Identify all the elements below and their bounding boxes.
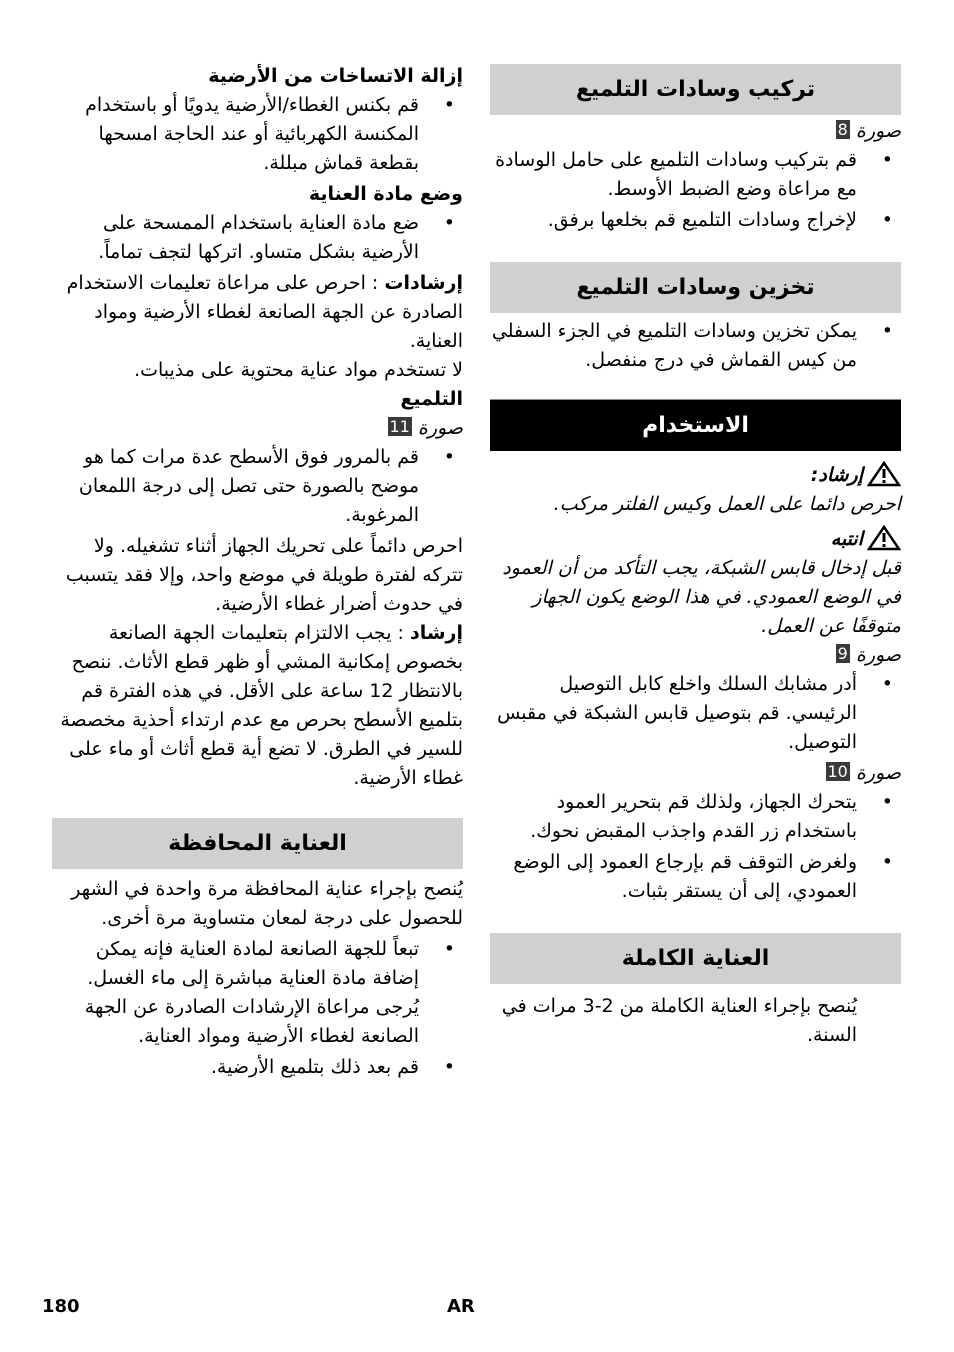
bullet-icon: •	[881, 149, 893, 171]
list-item: • تبعاً للجهة الصانعة لمادة العناية فإنه يمكن إضافة مادة العناية مباشرة إلى ماء الغسل. يُرجى مراعاة الإرشادات الصادرة عن الجهة الصانعة لغطاء الأرضية ومواد العناية.	[52, 935, 463, 1051]
list-item: • قم بعد ذلك بتلميع الأرضية.	[52, 1053, 463, 1082]
list-item: • يتحرك الجهاز، ولذلك قم بتحرير العمود باستخدام زر القدم واجذب المقبض نحوك.	[490, 788, 901, 846]
right-column	[490, 64, 901, 1050]
bullet-icon: •	[881, 851, 893, 873]
list-item: • أدر مشابك السلك واخلع كابل التوصيل الرئيسي. قم بتوصيل قابس الشبكة في مقبس التوصيل.	[490, 670, 901, 757]
maintenance-care-text: يُنصح بإجراء عناية المحافظة مرة واحدة في الشهر للحصول على درجة لمعان متساوية مرة أخرى.	[71, 878, 463, 929]
list-usage-a	[490, 670, 901, 757]
bullet-icon: •	[443, 1056, 455, 1078]
list-storing-pads	[490, 317, 901, 375]
section-title-maintenance-care: العناية المحافظة	[52, 818, 463, 869]
figure-number-badge: 10	[827, 762, 848, 781]
list-item: • قم بكنس الغطاء/الأرضية يدويًا أو باستخدام المكنسة الكهربائية أو عند الحاجة امسحها بقطعة قماش مبللة.	[52, 91, 463, 178]
figure-ref-9: صورة 9	[837, 644, 901, 666]
caution-text: قبل إدخال قابس الشبكة، يجب التأكد من أن العمود في الوضع العمودي. في هذا الوضع يكون الجهاز متوقفًا عن العمل.	[502, 557, 901, 637]
warning-triangle-icon	[867, 461, 901, 487]
list-item: • ولغرض التوقف قم بإرجاع العمود إلى الوضع العمودي، إلى أن يستقر بثبات.	[490, 848, 901, 906]
bullet-icon: •	[881, 209, 893, 231]
warning-triangle-icon	[867, 525, 901, 551]
list-item: • يمكن تخزين وسادات التلميع في الجزء السفلي من كيس القماش في درج منفصل.	[490, 317, 901, 375]
figure-number-badge: 8	[837, 120, 848, 139]
figure-number-badge: 9	[837, 644, 848, 663]
list-apply-care	[52, 209, 463, 267]
bullet-icon: •	[881, 320, 893, 342]
bullet-icon: •	[443, 94, 455, 116]
heading-remove-dirt: إزالة الاتساخات من الأرضية	[208, 65, 463, 87]
left-column	[52, 62, 463, 1084]
bullet-icon: •	[881, 791, 893, 813]
list-installing-pads	[490, 146, 901, 235]
bullet-icon: •	[443, 938, 455, 960]
figure-ref-8: صورة 8	[837, 120, 901, 142]
full-care-text: يُنصح بإجراء العناية الكاملة من 2-3 مرات في السنة.	[501, 995, 857, 1046]
section-title-full-care: العناية الكاملة	[490, 933, 901, 984]
figure-ref-11: صورة 11	[389, 417, 463, 439]
bullet-icon: •	[443, 212, 455, 234]
section-title-usage: الاستخدام	[490, 399, 901, 451]
note-apply-care: إرشادات : احرص على مراعاة تعليمات الاستخدام الصادرة عن الجهة الصانعة لغطاء الأرضية ومواد العناية.	[66, 272, 463, 352]
list-usage-b	[490, 788, 901, 906]
heading-apply-care: وضع مادة العناية	[308, 183, 463, 205]
list-polishing	[52, 443, 463, 530]
list-item: • قم بالمرور فوق الأسطح عدة مرات كما هو موضح بالصورة حتى تصل إلى درجة اللمعان المرغوبة.	[52, 443, 463, 530]
caution-heading: انتبه	[490, 525, 901, 554]
bullet-icon: •	[881, 673, 893, 695]
figure-number-badge: 11	[389, 417, 410, 436]
list-remove-dirt	[52, 91, 463, 178]
page-number: 180	[42, 1296, 80, 1317]
polishing-text: احرص دائماً على تحريك الجهاز أثناء تشغيله. ولا تتركه لفترة طويلة في موضع واحد، وإلا فقد يتسبب في حدوث أضرار غطاء الأرضية.	[65, 535, 463, 615]
language-code: AR	[447, 1296, 475, 1317]
list-item: • قم بتركيب وسادات التلميع على حامل الوسادة مع مراعاة وضع الضبط الأوسط.	[490, 146, 901, 204]
bullet-icon: •	[443, 446, 455, 468]
no-solvents-text: لا تستخدم مواد عناية محتوية على مذيبات.	[134, 359, 463, 381]
list-maintenance-care	[52, 935, 463, 1082]
section-title-storing-pads: تخزين وسادات التلميع	[490, 262, 901, 313]
note-text: احرص دائما على العمل وكيس الفلتر مركب.	[553, 493, 901, 515]
heading-polishing: التلميع	[400, 388, 463, 410]
section-title-installing-pads: تركيب وسادات التلميع	[490, 64, 901, 115]
figure-ref-10: صورة 10	[827, 762, 901, 784]
note-polishing: إرشاد : يجب الالتزام بتعليمات الجهة الصانعة بخصوص إمكانية المشي أو ظهر قطع الأثاث. ننصح بالانتظار 12 ساعة على الأقل. في هذه الفترة قم بتلميع الأسطح بحرص مع عدم ارتداء أحذية مخصصة للسير في الطرق. لا تضع أية قطع أثاث أو ماء على غطاء الأرضية.	[60, 622, 463, 789]
note-heading: إرشاد:	[490, 461, 901, 490]
list-item: • ضع مادة العناية باستخدام الممسحة على الأرضية بشكل متساو. اتركها لتجف تماماً.	[52, 209, 463, 267]
list-item: • لإخراج وسادات التلميع قم بخلعها برفق.	[490, 206, 901, 235]
